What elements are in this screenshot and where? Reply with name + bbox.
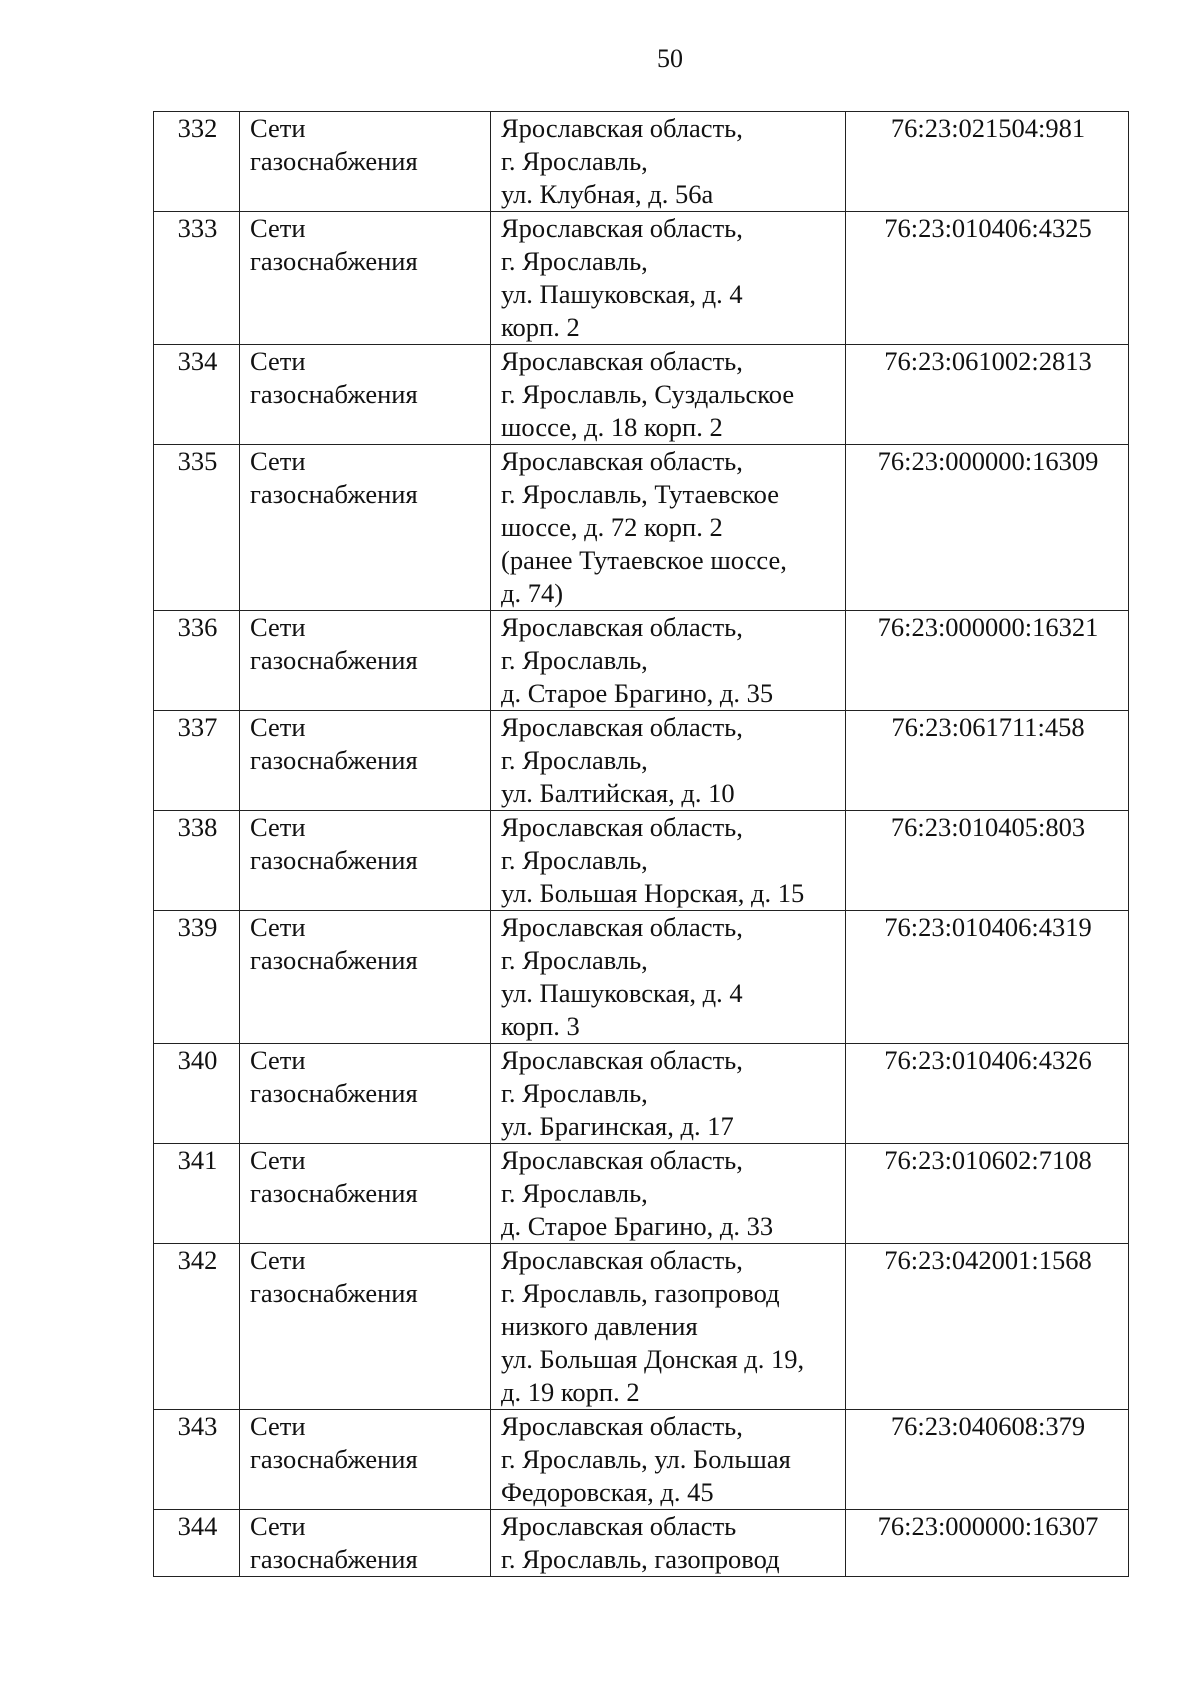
cadastral-number-cell: 76:23:010405:803 (846, 811, 1129, 911)
address-cell: Ярославская область, г. Ярославль, ул. Пашуковская, д. 4 корп. 2 (491, 212, 846, 345)
object-name-cell: Сети газоснабжения (240, 911, 491, 1044)
object-name-cell: Сети газоснабжения (240, 1510, 491, 1577)
cadastral-number-cell: 76:23:010406:4325 (846, 212, 1129, 345)
address-cell: Ярославская область, г. Ярославль, ул. Брагинская, д. 17 (491, 1044, 846, 1144)
cadastral-number-cell: 76:23:061002:2813 (846, 345, 1129, 445)
row-number-cell: 332 (154, 112, 240, 212)
object-name-cell: Сети газоснабжения (240, 1144, 491, 1244)
address-cell: Ярославская область, г. Ярославль, ул. Большая Федоровская, д. 45 (491, 1410, 846, 1510)
row-number-cell: 336 (154, 611, 240, 711)
object-name-cell: Сети газоснабжения (240, 1244, 491, 1410)
row-number-cell: 344 (154, 1510, 240, 1577)
table-row (154, 611, 1129, 711)
row-number-cell: 334 (154, 345, 240, 445)
row-number-cell: 338 (154, 811, 240, 911)
table-row (154, 1144, 1129, 1244)
row-number-cell: 340 (154, 1044, 240, 1144)
row-number-cell: 335 (154, 445, 240, 611)
address-cell: Ярославская область, г. Ярославль, ул. Большая Норская, д. 15 (491, 811, 846, 911)
cadastral-number-cell: 76:23:000000:16321 (846, 611, 1129, 711)
object-name-cell: Сети газоснабжения (240, 1044, 491, 1144)
table-row (154, 1244, 1129, 1410)
cadastral-number-cell: 76:23:021504:981 (846, 112, 1129, 212)
cadastral-number-cell: 76:23:010602:7108 (846, 1144, 1129, 1244)
address-cell: Ярославская область, г. Ярославль, д. Старое Брагино, д. 35 (491, 611, 846, 711)
table-row (154, 212, 1129, 345)
row-number-cell: 343 (154, 1410, 240, 1510)
object-name-cell: Сети газоснабжения (240, 611, 491, 711)
address-cell: Ярославская область, г. Ярославль, Тутаевское шоссе, д. 72 корп. 2 (ранее Тутаевское шоссе, д. 74) (491, 445, 846, 611)
cadastral-number-cell: 76:23:040608:379 (846, 1410, 1129, 1510)
table-row (154, 811, 1129, 911)
table-row (154, 1510, 1129, 1577)
table-row (154, 711, 1129, 811)
address-cell: Ярославская область г. Ярославль, газопровод (491, 1510, 846, 1577)
row-number-cell: 333 (154, 212, 240, 345)
row-number-cell: 342 (154, 1244, 240, 1410)
cadastral-number-cell: 76:23:010406:4326 (846, 1044, 1129, 1144)
table-row (154, 112, 1129, 212)
object-name-cell: Сети газоснабжения (240, 212, 491, 345)
table-row (154, 911, 1129, 1044)
table-row (154, 445, 1129, 611)
cadastral-number-cell: 76:23:061711:458 (846, 711, 1129, 811)
row-number-cell: 341 (154, 1144, 240, 1244)
object-name-cell: Сети газоснабжения (240, 445, 491, 611)
address-cell: Ярославская область, г. Ярославль, д. Старое Брагино, д. 33 (491, 1144, 846, 1244)
table-row (154, 1410, 1129, 1510)
object-name-cell: Сети газоснабжения (240, 112, 491, 212)
registry-table (153, 111, 1129, 1577)
page-number: 50 (657, 44, 683, 73)
cadastral-number-cell: 76:23:000000:16307 (846, 1510, 1129, 1577)
cadastral-number-cell: 76:23:010406:4319 (846, 911, 1129, 1044)
row-number-cell: 337 (154, 711, 240, 811)
row-number-cell: 339 (154, 911, 240, 1044)
address-cell: Ярославская область, г. Ярославль, ул. Клубная, д. 56а (491, 112, 846, 212)
object-name-cell: Сети газоснабжения (240, 1410, 491, 1510)
object-name-cell: Сети газоснабжения (240, 345, 491, 445)
cadastral-number-cell: 76:23:000000:16309 (846, 445, 1129, 611)
address-cell: Ярославская область, г. Ярославль, ул. Балтийская, д. 10 (491, 711, 846, 811)
table-row (154, 1044, 1129, 1144)
table-body (154, 112, 1129, 1577)
address-cell: Ярославская область, г. Ярославль, ул. Пашуковская, д. 4 корп. 3 (491, 911, 846, 1044)
object-name-cell: Сети газоснабжения (240, 811, 491, 911)
cadastral-number-cell: 76:23:042001:1568 (846, 1244, 1129, 1410)
address-cell: Ярославская область, г. Ярославль, Суздальское шоссе, д. 18 корп. 2 (491, 345, 846, 445)
object-name-cell: Сети газоснабжения (240, 711, 491, 811)
address-cell: Ярославская область, г. Ярославль, газопровод низкого давления ул. Большая Донская д. 19, д. 19 корп. 2 (491, 1244, 846, 1410)
table-row (154, 345, 1129, 445)
